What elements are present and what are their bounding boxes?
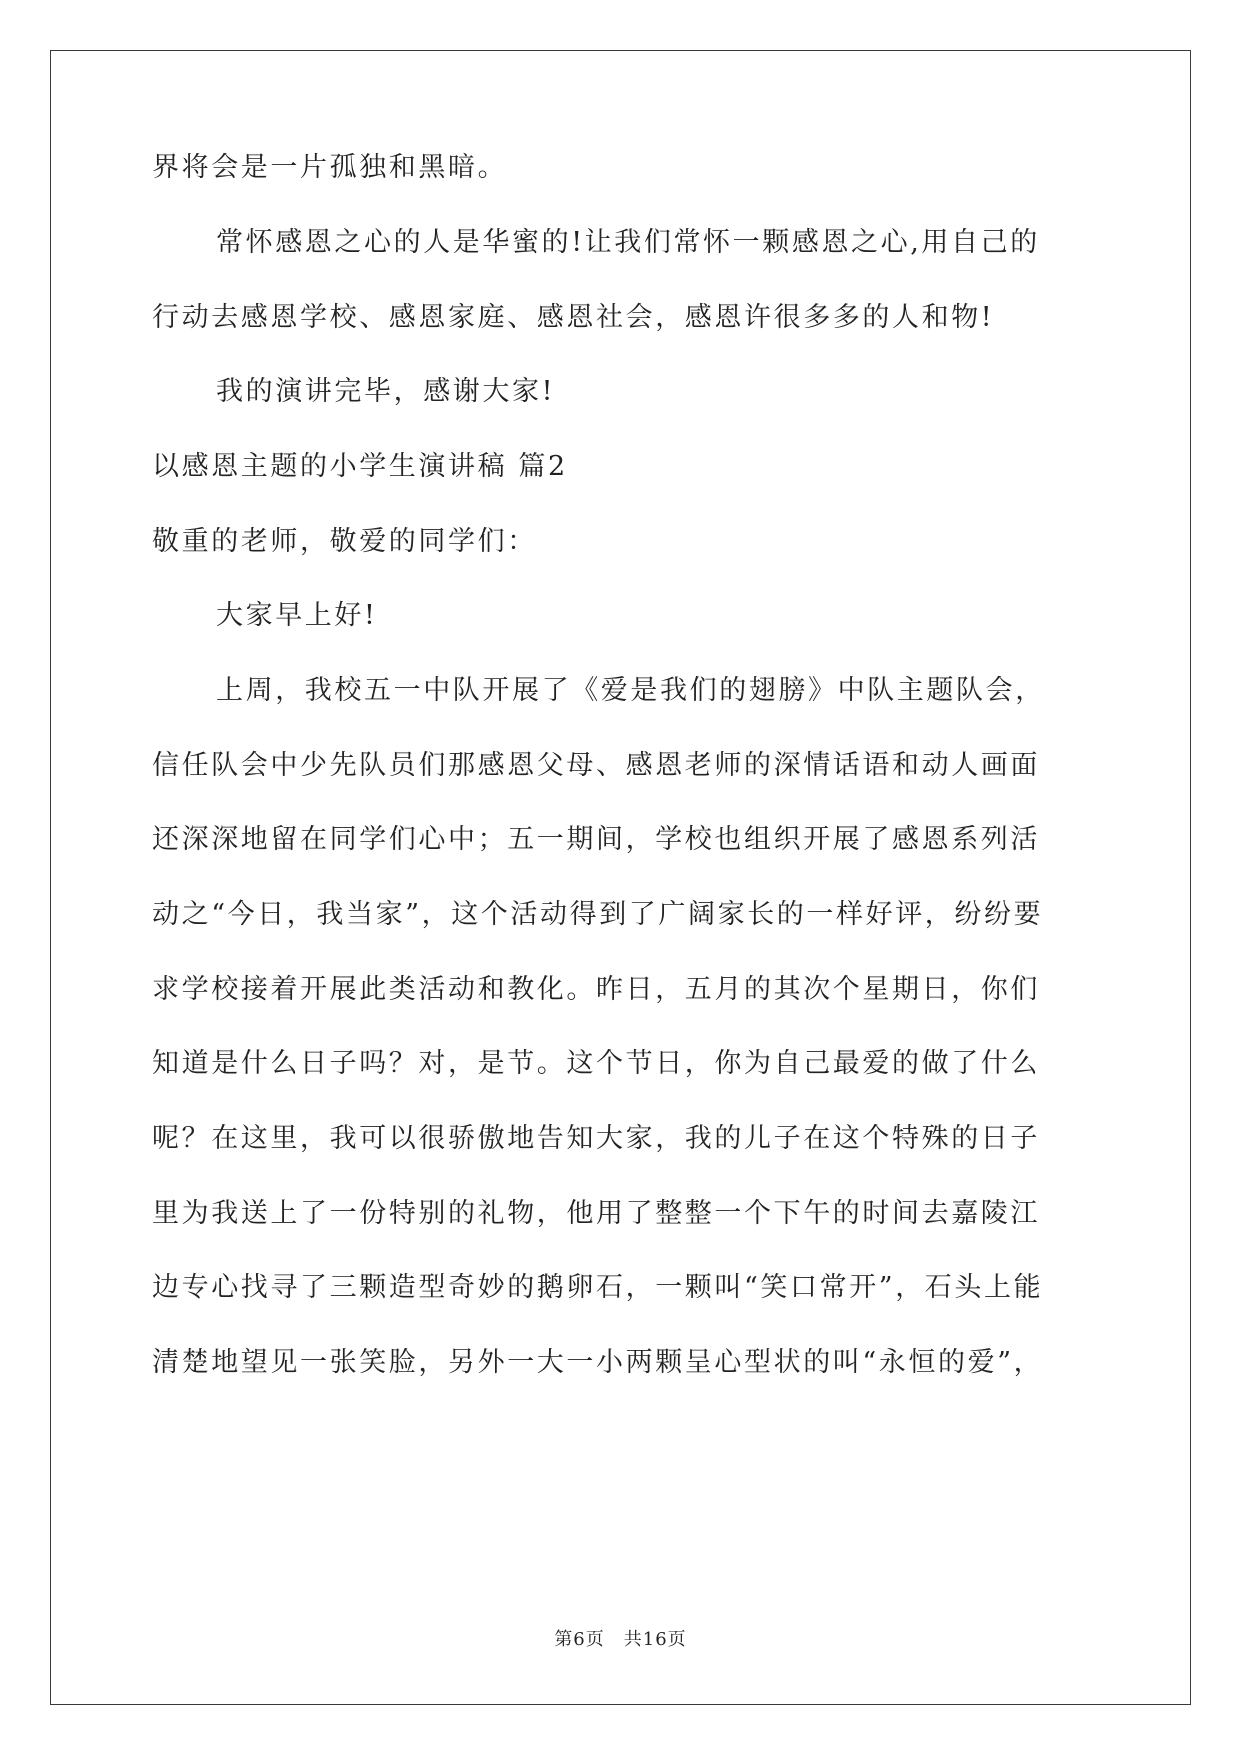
- text-line: 清楚地望见一张笑脸，另外一大一小两颗呈心型状的叫“永恒的爱”，: [152, 1347, 1044, 1378]
- text-line: 边专心找寻了三颗造型奇妙的鹅卵石，一颗叫“笑口常开”，石头上能: [152, 1272, 1044, 1303]
- section-heading: 以感恩主题的小学生演讲稿 篇2: [152, 451, 568, 482]
- text-line: 求学校接着开展此类活动和教化。昨日，五月的其次个星期日，你们: [152, 974, 1040, 1005]
- text-line: 呢？在这里，我可以很骄傲地告知大家，我的儿子在这个特殊的日子: [152, 1123, 1040, 1154]
- text-line: 还深深地留在同学们心中；五一期间，学校也组织开展了感恩系列活: [152, 824, 1040, 855]
- text-line: 我的演讲完毕，感谢大家!: [216, 376, 556, 407]
- text-line: 信任队会中少先队员们那感恩父母、感恩老师的深情话语和动人画面: [152, 750, 1040, 781]
- salutation: 敬重的老师，敬爱的同学们：: [152, 526, 537, 557]
- text-line: 上周，我校五一中队开展了《爱是我们的翅膀》中队主题队会，: [216, 675, 1045, 706]
- text-line: 行动去感恩学校、感恩家庭、感恩社会，感恩许很多多的人和物!: [152, 302, 995, 333]
- text-line: 动之“今日，我当家”，这个活动得到了广阔家长的一样好评，纷纷要: [152, 899, 1044, 930]
- text-line: 大家早上好!: [216, 600, 378, 631]
- text-line: 常怀感恩之心的人是华蜜的!让我们常怀一颗感恩之心,用自己的: [216, 227, 1040, 258]
- text-line: 界将会是一片孤独和黑暗。: [152, 152, 508, 183]
- page-number-footer: 第6页 共16页: [554, 1629, 687, 1650]
- text-line: 知道是什么日子吗？对，是节。这个节日，你为自己最爱的做了什么: [152, 1048, 1040, 1079]
- text-line: 里为我送上了一份特别的礼物，他用了整整一个下午的时间去嘉陵江: [152, 1198, 1040, 1229]
